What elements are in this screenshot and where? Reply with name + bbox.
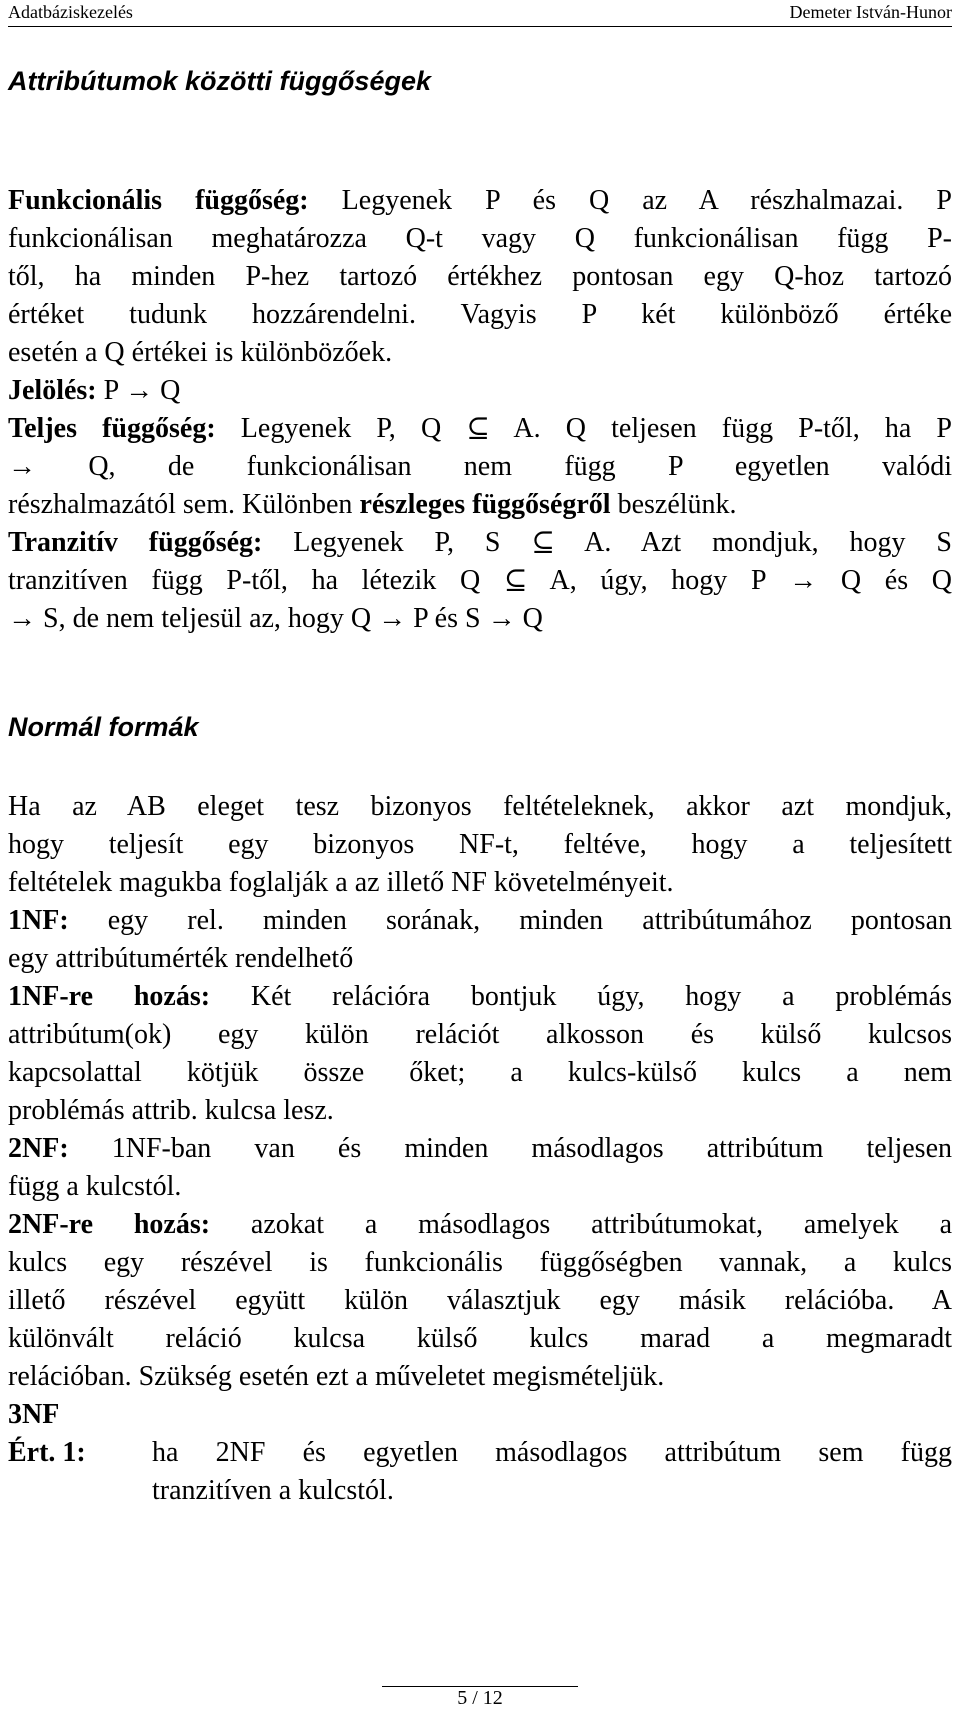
term-label: 2NF: <box>8 1133 69 1164</box>
line-text: problémás attrib. kulcsa lesz. <box>8 1095 334 1126</box>
line-text: kapcsolattal kötjük össze őket; a kulcs-külső kulcs a nem <box>8 1057 952 1088</box>
line-text: → Q, de funkcionálisan nem függ P egyetlen valódi <box>8 451 952 482</box>
line-text: tranzitíven függ P-től, ha létezik Q ⊆ A, úgy, hogy P → Q és Q <box>8 565 952 596</box>
line-text: funkcionálisan meghatározza Q-t vagy Q funkcionálisan függ P- <box>8 223 952 254</box>
partial-dependency-term: részleges függőségről <box>359 489 611 520</box>
term-label: 1NF-re hozás: <box>8 981 211 1012</box>
header-author: Demeter István-Hunor <box>789 2 952 22</box>
text-line <box>8 182 952 220</box>
text-line <box>8 1244 952 1282</box>
text-line <box>8 220 952 258</box>
text-line <box>8 826 952 864</box>
text-line <box>8 1358 952 1396</box>
line-text: esetén a Q értékei is különbözőek. <box>8 337 393 368</box>
text-line <box>8 1282 952 1320</box>
text-line <box>8 600 952 638</box>
text-line <box>8 978 952 1016</box>
header-course-title: Adatbáziskezelés <box>8 2 133 22</box>
definition-block <box>8 1434 952 1510</box>
line-text: függ a kulcstól. <box>8 1171 182 1202</box>
term-label: Teljes függőség: <box>8 413 216 444</box>
line-text: től, ha minden P-hez tartozó értékhez pontosan egy Q-hoz tartozó <box>8 261 952 292</box>
line-text: egy attribútumérték rendelhető <box>8 943 354 974</box>
line-text: Legyenek P, Q ⊆ A. Q teljesen függ P-től, ha P <box>215 413 952 444</box>
line-text: különvált reláció kulcsa külső kulcs marad a megmaradt <box>8 1323 952 1354</box>
definition-line: ha 2NF és egyetlen másodlagos attribútum sem függ <box>152 1437 952 1468</box>
definition-line: tranzitíven a kulcstól. <box>152 1475 394 1506</box>
text-line <box>8 788 952 826</box>
term-label: Jelölés: <box>8 375 97 406</box>
text-line <box>8 410 952 448</box>
text-line <box>8 258 952 296</box>
text-line <box>8 1016 952 1054</box>
line-text: feltételek magukba foglalják a az illető NF követelményeit. <box>8 867 674 898</box>
term-label: 3NF <box>8 1399 60 1430</box>
line-text: értéket tudunk hozzárendelni. Vagyis P két különböző értéke <box>8 299 952 330</box>
text-line <box>8 524 952 562</box>
line-text: hogy teljesít egy bizonyos NF-t, feltéve, hogy a teljesített <box>8 829 952 860</box>
text-line <box>8 334 952 372</box>
text-line <box>8 486 952 524</box>
section-heading-dependencies: Attribútumok közötti függőségek <box>8 66 431 96</box>
text-line <box>8 1206 952 1244</box>
text-line <box>8 1396 952 1434</box>
line-text: részhalmazától sem. Különben <box>8 489 360 520</box>
running-header <box>8 0 952 26</box>
definition-text <box>152 1434 952 1510</box>
dependencies-paragraph <box>8 182 952 638</box>
line-text: egy rel. minden sorának, minden attribútumához pontosan <box>68 905 952 936</box>
page-number: 5 / 12 <box>457 1687 503 1709</box>
text-line <box>8 1092 952 1130</box>
text-line <box>8 372 952 410</box>
line-text: Legyenek P, S ⊆ A. Azt mondjuk, hogy S <box>262 527 953 558</box>
term-label: Funkcionális függőség: <box>8 185 309 216</box>
text-line <box>8 1168 952 1206</box>
term-label: Tranzitív függőség: <box>8 527 263 558</box>
text-line <box>8 296 952 334</box>
normal-forms-paragraph <box>8 788 952 1434</box>
line-text: Legyenek P és Q az A részhalmazai. P <box>308 185 952 216</box>
text-line <box>8 448 952 486</box>
line-text: illető részével együtt külön választjuk egy másik relációba. A <box>8 1285 952 1316</box>
line-text: Ha az AB eleget tesz bizonyos feltételeknek, akkor azt mondjuk, <box>8 791 952 822</box>
line-text: azokat a másodlagos attribútumokat, amelyek a <box>210 1209 953 1240</box>
term-label: 1NF: <box>8 905 69 936</box>
line-text: → S, de nem teljesül az, hogy Q → P és S → Q <box>8 603 543 634</box>
text-line <box>8 1130 952 1168</box>
text-line <box>8 1320 952 1358</box>
term-label: 2NF-re hozás: <box>8 1209 211 1240</box>
text-line <box>8 902 952 940</box>
text-line <box>8 864 952 902</box>
text-line <box>8 1054 952 1092</box>
header-divider <box>8 26 952 27</box>
section-heading-normal-forms: Normál formák <box>8 712 199 742</box>
line-text: P → Q <box>96 375 181 406</box>
text-line <box>8 940 952 978</box>
line-text: Két relációra bontjuk úgy, hogy a problémás <box>210 981 952 1012</box>
definition-label: Ért. 1: <box>8 1437 86 1468</box>
line-text: beszélünk. <box>610 489 737 520</box>
line-text: relációban. Szükség esetén ezt a műveletet megismételjük. <box>8 1361 665 1392</box>
line-text: 1NF-ban van és minden másodlagos attribútum teljesen <box>68 1133 952 1164</box>
line-text: kulcs egy részével is funkcionális függőségben vannak, a kulcs <box>8 1247 952 1278</box>
text-line <box>8 562 952 600</box>
line-text: attribútum(ok) egy külön relációt alkosson és külső kulcsos <box>8 1019 952 1050</box>
